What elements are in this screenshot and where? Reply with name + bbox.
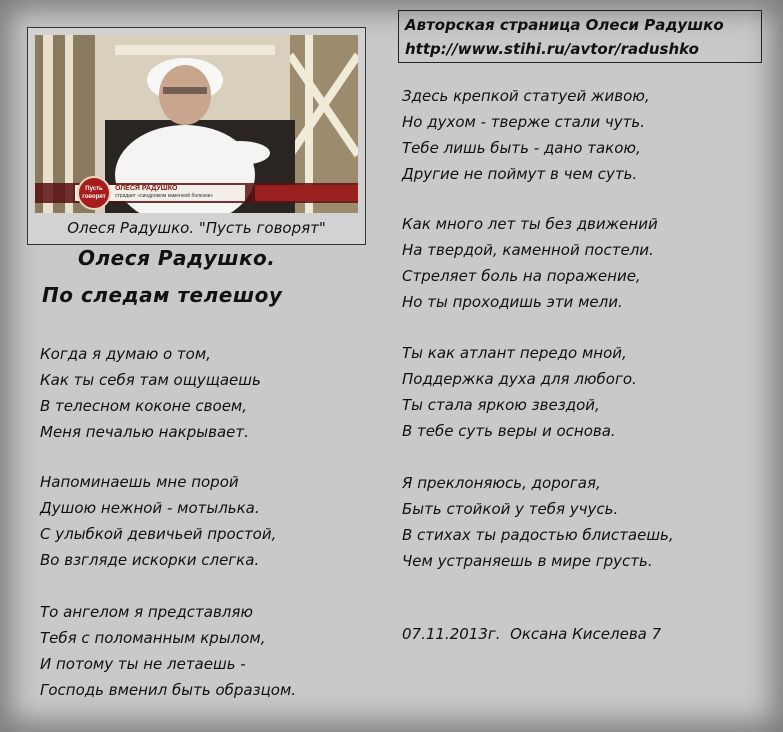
tv-show-photo <box>35 35 358 213</box>
poem-line: И потому ты не летаешь - <box>40 655 246 673</box>
banner-subtitle: страдает «синдромом каменной болезни» <box>115 193 214 199</box>
poem-line: Поддержка духа для любого. <box>402 370 637 388</box>
right-stanza-3 <box>402 340 637 444</box>
poem-line: Как ты себя там ощущаешь <box>40 371 261 389</box>
right-stanza-4 <box>402 470 674 574</box>
left-stanza-1 <box>40 341 261 445</box>
poem-line: На твердой, каменной постели. <box>402 241 654 259</box>
poem-line: Ты как атлант передо мной, <box>402 344 627 362</box>
author-page-box <box>398 10 762 63</box>
poem-line: Меня печалью накрывает. <box>40 423 249 441</box>
poem-line: То ангелом я представляю <box>40 603 254 621</box>
poem-line: Здесь крепкой статуей живою, <box>402 87 650 105</box>
poem-line: В телесном коконе своем, <box>40 397 248 415</box>
poem-line: Я преклоняюсь, дорогая, <box>402 474 601 492</box>
poem-line: Другие не поймут в чем суть. <box>402 165 638 183</box>
photo-frame <box>27 27 366 245</box>
right-stanza-2 <box>402 211 658 315</box>
photo-caption: Олеся Радушко. "Пусть говорят" <box>67 219 326 237</box>
poem-line: Когда я думаю о том, <box>40 345 211 363</box>
date-and-signature: 07.11.2013г. Оксана Киселева 7 <box>402 625 662 643</box>
poem-line: В стихах ты радостью блистаешь, <box>402 526 674 544</box>
poem-title-line-1: Олеся Радушко. <box>78 246 276 270</box>
poem-line: Но духом - тверже стали чуть. <box>402 113 645 131</box>
author-page-url[interactable]: http://www.stihi.ru/avtor/radushko <box>405 40 699 58</box>
left-stanza-3 <box>40 599 296 703</box>
poem-line: Напоминаешь мне порой <box>40 473 239 491</box>
poem-line: Ты стала яркою звездой, <box>402 396 600 414</box>
tv-logo-text: Пусть говорят <box>82 186 106 200</box>
poem-line: Господь вменил быть образцом. <box>40 681 297 699</box>
poem-line: Во взгляде искорки слегка. <box>40 551 260 569</box>
author-page-label: Авторская страница Олеси Радушко <box>405 16 724 34</box>
poem-line: С улыбкой девичьей простой, <box>40 525 277 543</box>
poem-title-line-2: По следам телешоу <box>42 283 283 307</box>
poem-line: В тебе суть веры и основа. <box>402 422 616 440</box>
left-stanza-2 <box>40 469 276 573</box>
poem-line: Душою нежной - мотылька. <box>40 499 260 517</box>
name-banner <box>115 184 245 202</box>
poem-line: Но ты проходишь эти мели. <box>402 293 623 311</box>
poem-line: Как много лет ты без движений <box>402 215 658 233</box>
banner-name: ОЛЕСЯ РАДУШКО <box>115 185 178 192</box>
right-stanza-1 <box>402 83 650 187</box>
poem-line: Стреляет боль на поражение, <box>402 267 641 285</box>
tv-logo <box>77 176 111 210</box>
poem-line: Тебя с поломанным крылом, <box>40 629 266 647</box>
poem-line: Тебе лишь быть - дано такою, <box>402 139 641 157</box>
poem-line: Чем устраняешь в мире грусть. <box>402 552 653 570</box>
poem-line: Быть стойкой у тебя учусь. <box>402 500 619 518</box>
